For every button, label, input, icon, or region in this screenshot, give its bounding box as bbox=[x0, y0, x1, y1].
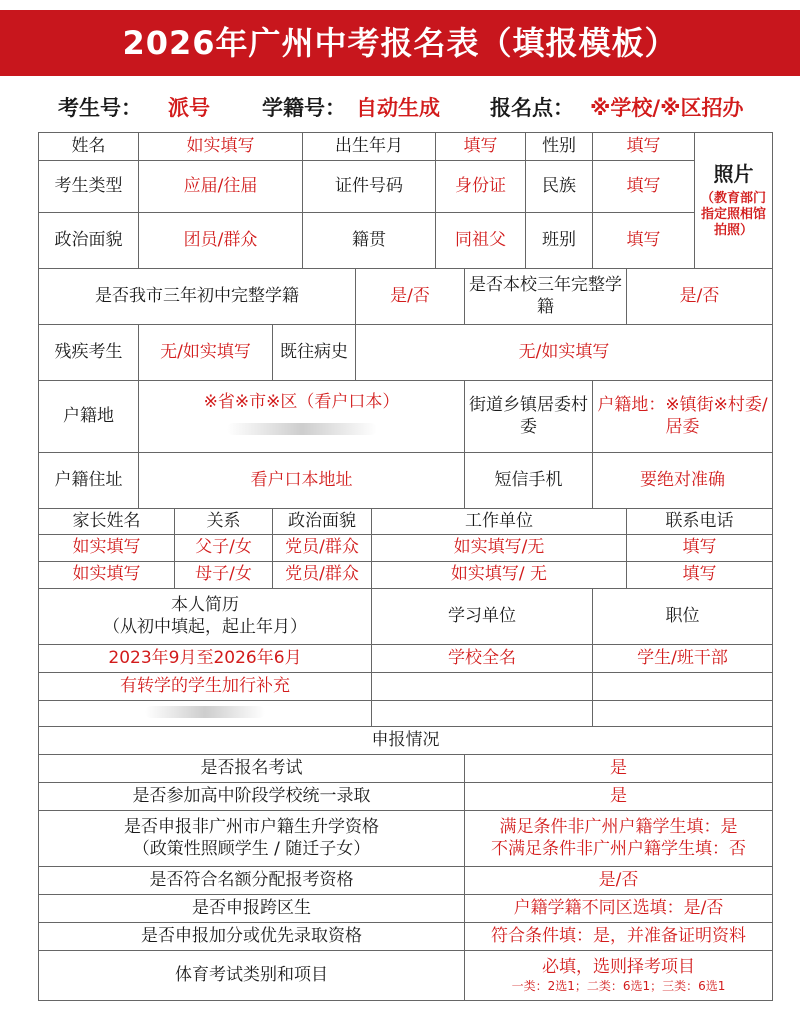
photo-box bbox=[695, 133, 773, 269]
type-field[interactable]: 应届/往届 bbox=[139, 161, 303, 213]
family-header: 政治面貌 bbox=[273, 509, 372, 535]
redacted-mark bbox=[145, 706, 265, 718]
hukou-place-field[interactable] bbox=[139, 381, 465, 453]
apply-label: 体育考试类别和项目 bbox=[39, 951, 465, 1001]
family-cell[interactable]: 母子/女 bbox=[175, 562, 273, 589]
family-header: 关系 bbox=[175, 509, 273, 535]
student-id-label: 学籍号： bbox=[262, 96, 346, 120]
street-field[interactable]: 户籍地：※镇街※村委/居委 bbox=[593, 381, 773, 453]
family-header: 工作单位 bbox=[372, 509, 627, 535]
photo-note: （教育部门指定照相馆拍照） bbox=[701, 190, 767, 239]
resume-cell[interactable]: 学校全名 bbox=[372, 645, 593, 673]
family-cell[interactable]: 党员/群众 bbox=[273, 562, 372, 589]
native-field[interactable]: 同祖父 bbox=[436, 213, 526, 269]
apply-value[interactable]: 是/否 bbox=[465, 867, 773, 895]
city-enroll-field[interactable]: 是/否 bbox=[356, 269, 465, 325]
apply-value-line: 不满足条件非广州户籍学生填：否 bbox=[491, 838, 746, 859]
name-label: 姓名 bbox=[39, 133, 139, 161]
apply-label: 是否符合名额分配报考资格 bbox=[39, 867, 465, 895]
resume-cell[interactable] bbox=[372, 701, 593, 727]
resume-cell[interactable] bbox=[593, 701, 773, 727]
hukou-place-value: ※省※市※区（看户口本） bbox=[203, 391, 400, 412]
hukou-addr-label: 户籍住址 bbox=[39, 453, 139, 509]
city-enroll-label: 是否我市三年初中完整学籍 bbox=[39, 269, 356, 325]
resume-header bbox=[39, 589, 372, 645]
ethnic-field[interactable]: 填写 bbox=[593, 161, 695, 213]
birth-label: 出生年月 bbox=[303, 133, 436, 161]
apply-value-line: 满足条件非广州户籍学生填：是 bbox=[499, 817, 738, 838]
history-field[interactable]: 无/如实填写 bbox=[356, 325, 773, 381]
exam-no-value: 派号 bbox=[168, 96, 210, 120]
hukou-addr-field[interactable]: 看户口本地址 bbox=[139, 453, 465, 509]
resume-cell[interactable]: 2023年9月至2026年6月 bbox=[39, 645, 372, 673]
political-field[interactable]: 团员/群众 bbox=[139, 213, 303, 269]
school-unit-header: 学习单位 bbox=[372, 589, 593, 645]
apply-label: 是否申报跨区生 bbox=[39, 895, 465, 923]
id-label: 证件号码 bbox=[303, 161, 436, 213]
site-value: ※学校/※区招办 bbox=[590, 96, 744, 120]
native-label: 籍贯 bbox=[303, 213, 436, 269]
apply-value[interactable] bbox=[465, 951, 773, 1001]
resume-cell[interactable]: 学生/班干部 bbox=[593, 645, 773, 673]
type-label: 考生类型 bbox=[39, 161, 139, 213]
political-label: 政治面貌 bbox=[39, 213, 139, 269]
apply-value[interactable]: 是 bbox=[465, 755, 773, 783]
gender-label: 性别 bbox=[526, 133, 593, 161]
photo-title: 照片 bbox=[713, 161, 754, 186]
sport-options-note: 一类：2选1；二类：6选1；三类：6选1 bbox=[511, 978, 726, 993]
resume-cell[interactable] bbox=[593, 673, 773, 701]
name-field[interactable]: 如实填写 bbox=[139, 133, 303, 161]
apply-value[interactable]: 是 bbox=[465, 783, 773, 811]
sms-field[interactable]: 要绝对准确 bbox=[593, 453, 773, 509]
disabled-field[interactable]: 无/如实填写 bbox=[139, 325, 273, 381]
family-cell[interactable]: 填写 bbox=[627, 562, 773, 589]
resume-subtitle: （从初中填起，起止年月） bbox=[103, 616, 307, 637]
street-label: 街道乡镇居委村委 bbox=[465, 381, 593, 453]
form-title: 2026年广州中考报名表（填报模板） bbox=[0, 10, 800, 76]
student-id-value: 自动生成 bbox=[356, 96, 440, 120]
apply-label: 是否参加高中阶段学校统一录取 bbox=[39, 783, 465, 811]
ethnic-label: 民族 bbox=[526, 161, 593, 213]
apply-label: 是否申报加分或优先录取资格 bbox=[39, 923, 465, 951]
hukou-place-label: 户籍地 bbox=[39, 381, 139, 453]
apply-label: 是否报名考试 bbox=[39, 755, 465, 783]
family-header: 家长姓名 bbox=[39, 509, 175, 535]
registration-form bbox=[38, 132, 773, 1001]
class-label: 班别 bbox=[526, 213, 593, 269]
apply-label-line: （政策性照顾学生 / 随迁子女） bbox=[132, 838, 371, 859]
apply-label-line: 是否申报非广州市户籍生升学资格 bbox=[124, 817, 379, 838]
apply-value[interactable] bbox=[465, 811, 773, 867]
family-header: 联系电话 bbox=[627, 509, 773, 535]
family-cell[interactable]: 党员/群众 bbox=[273, 535, 372, 562]
family-cell[interactable]: 如实填写 bbox=[39, 535, 175, 562]
disabled-label: 残疾考生 bbox=[39, 325, 139, 381]
apply-value-line: 必填，选则择考项目 bbox=[542, 957, 695, 978]
resume-title: 本人简历 bbox=[171, 595, 239, 616]
school-enroll-field[interactable]: 是/否 bbox=[627, 269, 773, 325]
exam-no-label: 考生号： bbox=[58, 96, 142, 120]
family-cell[interactable]: 填写 bbox=[627, 535, 773, 562]
resume-cell[interactable] bbox=[372, 673, 593, 701]
class-field[interactable]: 填写 bbox=[593, 213, 695, 269]
sms-label: 短信手机 bbox=[465, 453, 593, 509]
birth-field[interactable]: 填写 bbox=[436, 133, 526, 161]
redacted-mark bbox=[227, 423, 377, 435]
apply-value[interactable]: 符合条件填：是，并准备证明资料 bbox=[465, 923, 773, 951]
gender-field[interactable]: 填写 bbox=[593, 133, 695, 161]
family-cell[interactable]: 如实填写/无 bbox=[372, 535, 627, 562]
header-info bbox=[0, 84, 800, 128]
family-cell[interactable]: 父子/女 bbox=[175, 535, 273, 562]
family-cell[interactable]: 如实填写 bbox=[39, 562, 175, 589]
apply-section-title: 申报情况 bbox=[39, 727, 773, 755]
resume-cell[interactable]: 有转学的学生加行补充 bbox=[39, 673, 372, 701]
apply-value[interactable]: 户籍学籍不同区选填：是/否 bbox=[465, 895, 773, 923]
apply-label bbox=[39, 811, 465, 867]
resume-cell[interactable] bbox=[39, 701, 372, 727]
position-header: 职位 bbox=[593, 589, 773, 645]
family-cell[interactable]: 如实填写/ 无 bbox=[372, 562, 627, 589]
school-enroll-label: 是否本校三年完整学籍 bbox=[465, 269, 627, 325]
site-label: 报名点： bbox=[490, 96, 574, 120]
history-label: 既往病史 bbox=[273, 325, 356, 381]
id-field[interactable]: 身份证 bbox=[436, 161, 526, 213]
